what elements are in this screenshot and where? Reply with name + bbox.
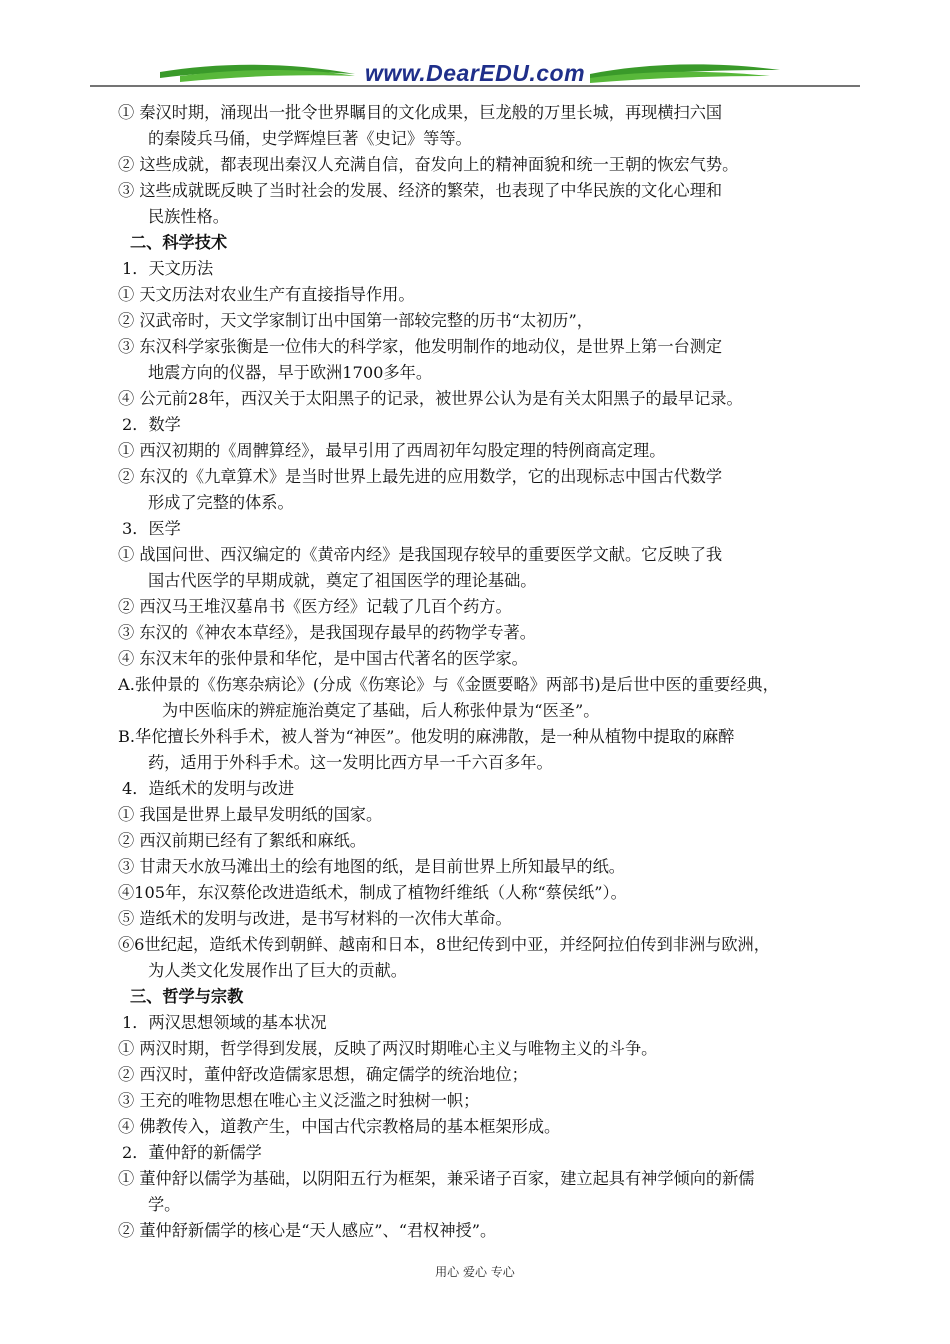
page-header xyxy=(90,56,860,90)
list-item: ④ 佛教传入，道教产生，中国古代宗教格局的基本框架形成。 xyxy=(118,1117,561,1136)
list-item: ③ 东汉科学家张衡是一位伟大的科学家，他发明制作的地动仪，是世界上第一台测定 xyxy=(118,337,723,356)
subsection-heading: 2．董仲舒的新儒学 xyxy=(122,1143,262,1162)
subsection-heading: 1．天文历法 xyxy=(122,259,214,278)
list-item-continuation: 民族性格。 xyxy=(148,207,229,226)
list-item-continuation: 形成了完整的体系。 xyxy=(148,493,294,512)
subsection-heading: 4．造纸术的发明与改进 xyxy=(122,779,295,798)
list-item: ③ 甘肃天水放马滩出土的绘有地图的纸，是目前世界上所知最早的纸。 xyxy=(118,857,625,876)
list-item: ④ 公元前28年，西汉关于太阳黑子的记录，被世界公认为是有关太阳黑子的最早记录。 xyxy=(118,389,743,408)
list-item: B.华佗擅长外科手术，被人誉为“神医”。他发明的麻沸散，是一种从植物中提取的麻醉 xyxy=(118,727,735,746)
list-item: ① 两汉时期，哲学得到发展，反映了两汉时期唯心主义与唯物主义的斗争。 xyxy=(118,1039,658,1058)
list-item: ① 天文历法对农业生产有直接指导作用。 xyxy=(118,285,415,304)
list-item: ① 西汉初期的《周髀算经》，最早引用了西周初年勾股定理的特例商高定理。 xyxy=(118,441,666,460)
list-item-continuation: 的秦陵兵马俑，史学辉煌巨著《史记》等等。 xyxy=(148,129,472,148)
site-url-logo: www.DearEDU.com xyxy=(364,60,586,86)
list-item: ① 战国问世、西汉编定的《黄帝内经》是我国现存较早的重要医学文献。它反映了我 xyxy=(118,545,723,564)
list-item: ③ 王充的唯物思想在唯心主义泛滥之时独树一帜； xyxy=(118,1091,480,1110)
subsection-heading: 3．医学 xyxy=(122,519,181,538)
page-footer: 用心 爱心 专心 xyxy=(435,1265,515,1279)
list-item: ⑤ 造纸术的发明与改进，是书写材料的一次伟大革命。 xyxy=(118,909,512,928)
subsection-heading: 2．数学 xyxy=(122,415,181,434)
list-item: ② 西汉前期已经有了絮纸和麻纸。 xyxy=(118,831,366,850)
section-heading: 二、科学技术 xyxy=(130,233,228,252)
list-item: ② 董仲舒新儒学的核心是“天人感应”、“君权神授”。 xyxy=(118,1221,497,1240)
section-heading: 三、哲学与宗教 xyxy=(130,987,244,1006)
list-item: ⑥6世纪起，造纸术传到朝鲜、越南和日本，8世纪传到中亚，并经阿拉伯传到非洲与欧洲， xyxy=(118,935,770,954)
list-item-continuation: 为中医临床的辨症施治奠定了基础，后人称张仲景为“医圣”。 xyxy=(162,701,600,720)
list-item: ④ 东汉末年的张仲景和华佗，是中国古代著名的医学家。 xyxy=(118,649,528,668)
list-item: ① 我国是世界上最早发明纸的国家。 xyxy=(118,805,383,824)
list-item: ④105年，东汉蔡伦改进造纸术，制成了植物纤维纸（人称“蔡侯纸”）。 xyxy=(118,883,627,902)
list-item: ③ 东汉的《神农本草经》，是我国现存最早的药物学专著。 xyxy=(118,623,536,642)
list-item-continuation: 为人类文化发展作出了巨大的贡献。 xyxy=(148,961,407,980)
list-item-continuation: 国古代医学的早期成就，奠定了祖国医学的理论基础。 xyxy=(148,571,537,590)
list-item-continuation: 地震方向的仪器，早于欧洲1700多年。 xyxy=(148,363,433,382)
subsection-heading: 1．两汉思想领域的基本状况 xyxy=(122,1013,327,1032)
list-item: ② 东汉的《九章算术》是当时世界上最先进的应用数学，它的出现标志中国古代数学 xyxy=(118,467,723,486)
list-item-continuation: 学。 xyxy=(148,1195,181,1214)
list-item: A.张仲景的《伤寒杂病论》(分成《伤寒论》与《金匮要略》两部书)是后世中医的重要经典， xyxy=(118,675,779,694)
list-item: ② 这些成就，都表现出秦汉人充满自信，奋发向上的精神面貌和统一王朝的恢宏气势。 xyxy=(118,155,739,174)
document-body xyxy=(118,100,863,1244)
list-item: ② 西汉马王堆汉墓帛书《医方经》记载了几百个药方。 xyxy=(118,597,512,616)
list-item: ① 董仲舒以儒学为基础，以阴阳五行为框架，兼采诸子百家，建立起具有神学倾向的新儒 xyxy=(118,1169,755,1188)
list-item: ① 秦汉时期，涌现出一批令世界瞩目的文化成果，巨龙般的万里长城，再现横扫六国 xyxy=(118,103,723,122)
list-item-continuation: 药，适用于外科手术。这一发明比西方早一千六百多年。 xyxy=(148,753,553,772)
list-item: ② 西汉时，董仲舒改造儒家思想，确定儒学的统治地位； xyxy=(118,1065,528,1084)
list-item: ③ 这些成就既反映了当时社会的发展、经济的繁荣，也表现了中华民族的文化心理和 xyxy=(118,181,723,200)
list-item: ② 汉武帝时，天文学家制订出中国第一部较完整的历书“太初历”， xyxy=(118,311,593,330)
